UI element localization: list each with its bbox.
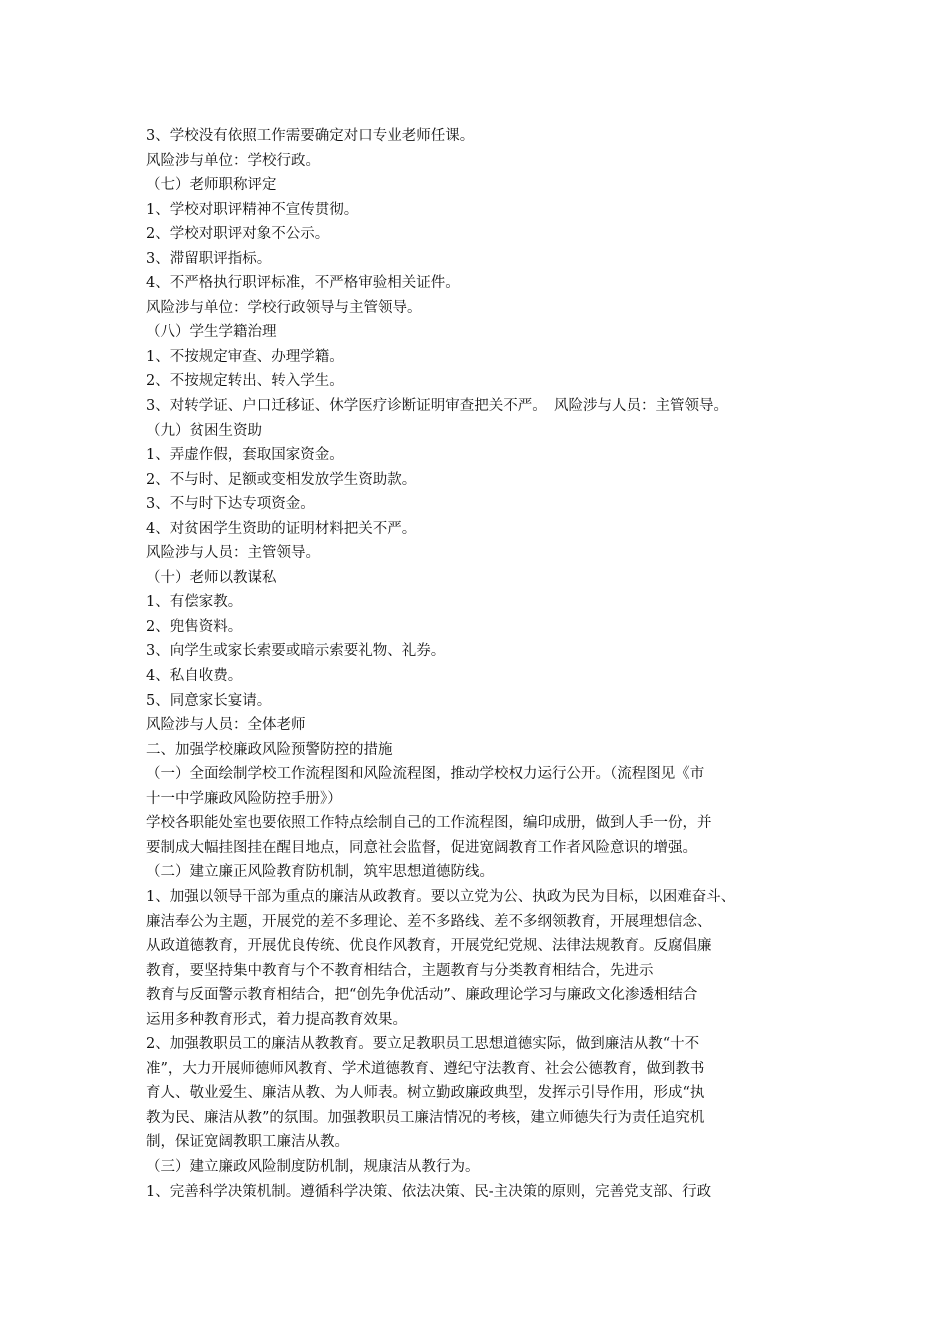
- text-line: 3、不与时下达专项资金。: [146, 496, 315, 513]
- text-line: 制，保证宽阔教职工廉洁从教。: [146, 1134, 349, 1151]
- text-line: （二）建立廉正风险教育防机制，筑牢思想道德防线。: [146, 864, 494, 881]
- text-line: 风险涉与单位：学校行政领导与主管领导。: [146, 299, 422, 316]
- text-line: （八）学生学籍治理: [146, 324, 277, 341]
- text-line: 1、不按规定审查、办理学籍。: [146, 348, 344, 365]
- text-line: 廉洁奉公为主题，开展党的差不多理论、差不多路线、差不多纲领教育，开展理想信念、: [146, 913, 712, 930]
- text-line: 2、不与时、足额或变相发放学生资助款。: [146, 471, 417, 488]
- text-line: 3、滞留职评指标。: [146, 250, 272, 267]
- text-line: 4、私自收费。: [146, 668, 243, 685]
- text-line: 运用多种教育形式，着力提高教育效果。: [146, 1011, 407, 1028]
- text-line: 从政道德教育，开展优良传统、优良作风教育，开展党纪党规、法律法规教育。反腐倡廉: [146, 938, 712, 955]
- text-line: 2、加强教职员工的廉洁从教教育。要立足教职员工思想道德实际，做到廉洁从教“十不: [146, 1036, 700, 1053]
- text-line: 要制成大幅挂图挂在醒目地点，同意社会监督，促进宽阔教育工作者风险意识的增强。: [146, 839, 697, 856]
- text-line: （十）老师以教谋私: [146, 569, 277, 586]
- text-line: 1、弄虚作假，套取国家资金。: [146, 447, 344, 464]
- text-line: 1、有偿家教。: [146, 594, 243, 611]
- text-line: 5、同意家长宴请。: [146, 692, 272, 709]
- text-line: 1、完善科学决策机制。遵循科学决策、依法决策、民-主决策的原则，完善党支部、行政: [146, 1183, 712, 1200]
- text-line: 2、兜售资料。: [146, 618, 243, 635]
- text-line: （一）全面绘制学校工作流程图和风险流程图，推动学校权力运行公开。（流程图见《市: [146, 766, 705, 783]
- text-line: 风险涉与人员：全体老师: [146, 717, 306, 734]
- text-line: 4、对贫困学生资助的证明材料把关不严。: [146, 520, 417, 537]
- text-line: 1、学校对职评精神不宣传贯彻。: [146, 201, 359, 218]
- text-line: 教育，要坚持集中教育与个不教育相结合，主题教育与分类教育相结合，先进示: [146, 962, 654, 979]
- text-line: 二、加强学校廉政风险预警防控的措施: [146, 741, 393, 758]
- text-line: 风险涉与单位：学校行政。: [146, 152, 320, 169]
- text-line: 十一中学廉政风险防控手册》）: [146, 790, 342, 807]
- text-line: 1、加强以领导干部为重点的廉洁从政教育。要以立党为公、执政为民为目标，以困难奋斗、: [146, 888, 736, 905]
- text-line: （七）老师职称评定: [146, 177, 277, 194]
- text-line: （九）贫困生资助: [146, 422, 262, 439]
- text-line: 2、不按规定转出、转入学生。: [146, 373, 344, 390]
- text-line: 3、向学生或家长索要或暗示索要礼物、礼券。: [146, 643, 446, 660]
- text-line: 2、学校对职评对象不公示。: [146, 226, 330, 243]
- text-line: 育人、敬业爱生、廉洁从教、为人师表。树立勤政廉政典型，发挥示引导作用，形成“执: [146, 1085, 705, 1102]
- text-line: 3、对转学证、户口迁移证、休学医疗诊断证明审查把关不严。 风险涉与人员：主管领导。: [146, 398, 728, 415]
- text-line: 准”，大力开展师德师风教育、学术道德教育、遵纪守法教育、社会公德教育，做到教书: [146, 1060, 705, 1077]
- text-line: 风险涉与人员：主管领导。: [146, 545, 320, 562]
- text-line: 教为民、廉洁从教”的氛围。加强教职员工廉洁情况的考核，建立师德失行为责任追究机: [146, 1109, 705, 1126]
- text-line: 教育与反面警示教育相结合，把“创先争优活动”、廉政理论学习与廉政文化渗透相结合: [146, 987, 698, 1004]
- text-line: （三）建立廉政风险制度防机制，规康洁从教行为。: [146, 1158, 480, 1175]
- text-line: 3、学校没有依照工作需要确定对口专业老师任课。: [146, 128, 475, 144]
- document-body: [146, 124, 811, 1204]
- text-line: 4、不严格执行职评标准，不严格审验相关证件。: [146, 275, 460, 292]
- text-line: 学校各职能处室也要依照工作特点绘制自己的工作流程图，编印成册，做到人手一份，并: [146, 815, 712, 832]
